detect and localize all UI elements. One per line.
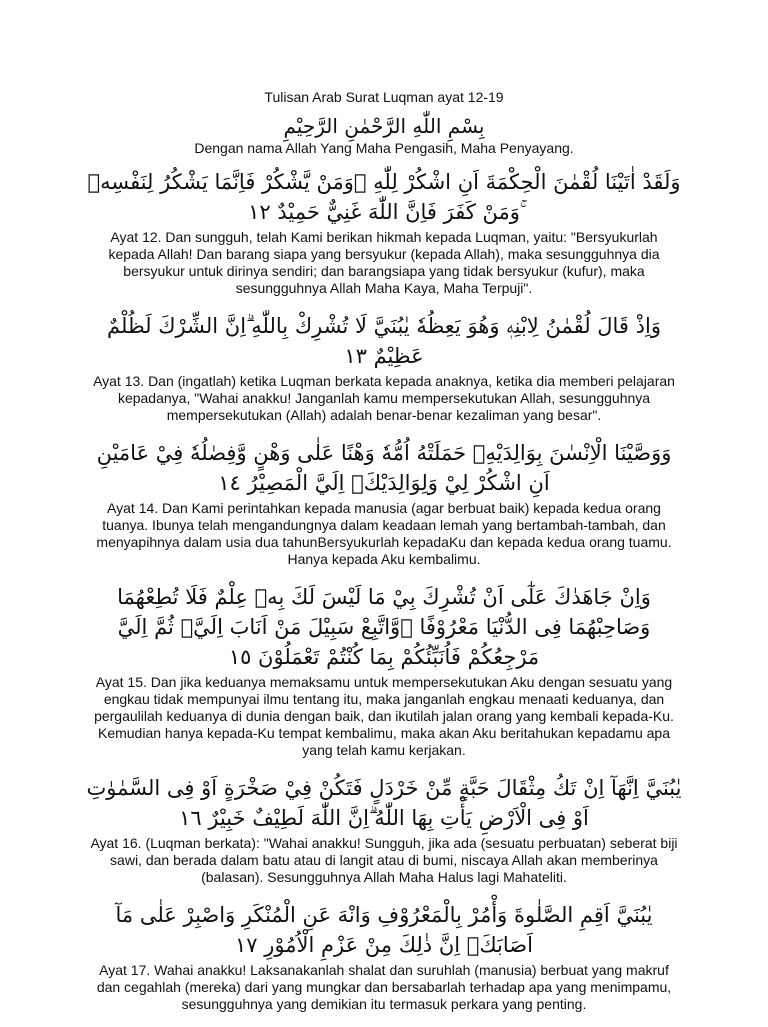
verse-12-arabic: وَلَقَدْ اٰتَيْنَا لُقْمٰنَ الْحِكْمَةَ اَنِ اشْكُرْ لِلّٰهِ ۗوَمَنْ يَّشْكُرْ فَاِنَّمَا يَشْكُرُ لِنَفْسِهٖ ۚوَمَنْ كَفَرَ فَاِنَّ اللّٰهَ غَنِيٌّ حَمِيْدٌ ١٢ bbox=[87, 170, 681, 224]
basmala-arabic: بِسْمِ اللّٰهِ الرَّحْمٰنِ الرَّحِيْمِ bbox=[283, 114, 485, 138]
verse-12-translation: Ayat 12. Dan sungguh, telah Kami berikan hikmah kepada Luqman, yaitu: "Bersyukurlah kepada Allah! Dan barang siapa yang bersyukur (kepada Allah), maka sesungguhnya dia bersyukur untuk dirinya sendiri; dan barangsiapa yang tidak bersyukur (kufur), maka sesungguhnya Allah Maha Kaya, Maha Terpuji". bbox=[108, 229, 660, 296]
verse-15-arabic: وَاِنْ جَاهَدٰكَ عَلٰٓى اَنْ تُشْرِكَ بِيْ مَا لَيْسَ لَكَ بِهٖ عِلْمٌ فَلَا تُطِعْهُمَا وَصَاحِبْهُمَا فِى الدُّنْيَا مَعْرُوْفًا ۖوَّاتَّبِعْ سَبِيْلَ مَنْ اَنَابَ اِلَيَّۚ ثُمَّ اِلَيَّ مَرْجِعُكُمْ فَاُنَبِّئُكُمْ بِمَا كُنْتُمْ تَعْمَلُوْنَ ١٥ bbox=[117, 585, 651, 669]
verse-16-arabic: يٰبُنَيَّ اِنَّهَآ اِنْ تَكُ مِثْقَالَ حَبَّةٍ مِّنْ خَرْدَلٍ فَتَكُنْ فِيْ صَخْرَةٍ اَوْ فِى السَّمٰوٰتِ اَوْ فِى الْاَرْضِ يَأْتِ بِهَا اللّٰهُ ۗاِنَّ اللّٰهَ لَطِيْفٌ خَبِيْرٌ ١٦ bbox=[86, 776, 682, 830]
verse-13-arabic: وَاِذْ قَالَ لُقْمٰنُ لِابْنِهٖ وَهُوَ يَعِظُهٗ يٰبُنَيَّ لَا تُشْرِكْ بِاللّٰهِ ۗاِنَّ الشِّرْكَ لَظُلْمٌ عَظِيْمٌ ١٣ bbox=[107, 314, 661, 368]
verse-16-translation: Ayat 16. (Luqman berkata): "Wahai anakku! Sungguh, jika ada (sesuatu perbuatan) seberat biji sawi, dan berada dalam batu atau di langit atau di bumi, niscaya Allah akan memberinya (balasan). Sesungguhnya Allah Maha Halus lagi Mahateliti. bbox=[90, 835, 678, 885]
verse-17-translation: Ayat 17. Wahai anakku! Laksanakanlah shalat dan suruhlah (manusia) berbuat yang makruf dan cegahlah (mereka) dari yang mungkar dan bersabarlah terhadap apa yang menimpamu, sesungguhnya yang demikian itu termasuk perkara yang penting. bbox=[96, 962, 672, 1012]
verse-14-arabic: وَوَصَّيْنَا الْاِنْسٰنَ بِوَالِدَيْهِۚ حَمَلَتْهُ اُمُّهٗ وَهْنًا عَلٰى وَهْنٍ وَّفِصٰلُهٗ فِيْ عَامَيْنِ اَنِ اشْكُرْ لِيْ وَلِوَالِدَيْكَۗ اِلَيَّ الْمَصِيْرُ ١٤ bbox=[96, 441, 672, 495]
basmala-translation: Dengan nama Allah Yang Maha Pengasih, Maha Penyayang. bbox=[194, 140, 574, 156]
verse-17-arabic: يٰبُنَيَّ اَقِمِ الصَّلٰوةَ وَأْمُرْ بِالْمَعْرُوْفِ وَانْهَ عَنِ الْمُنْكَرِ وَاصْبِرْ عَلٰى مَآ اَصَابَكَۗ اِنَّ ذٰلِكَ مِنْ عَزْمِ الْاُمُوْرِ ١٧ bbox=[115, 903, 653, 957]
verse-13-translation: Ayat 13. Dan (ingatlah) ketika Luqman berkata kepada anaknya, ketika dia memberi pelajaran kepadanya, "Wahai anakku! Janganlah kamu mempersekutukan Allah, sesungguhnya mempersekutukan (Allah) adalah benar-benar kezaliman yang besar". bbox=[93, 373, 675, 423]
document-title: Tulisan Arab Surat Luqman ayat 12-19 bbox=[264, 89, 504, 105]
verse-15-translation: Ayat 15. Dan jika keduanya memaksamu untuk mempersekutukan Aku dengan sesuatu yang engkau tidak mempunyai ilmu tentang itu, maka janganlah engkau menaati keduanya, dan pergaulilah keduanya di dunia dengan baik, dan ikutilah jalan orang yang kembali kepada-Ku. Kemudian hanya kepada-Ku tempat kembalimu, maka akan Aku beritahukan kepadamu apa yang telah kamu kerjakan. bbox=[94, 674, 674, 758]
verse-14-translation: Ayat 14. Dan Kami perintahkan kepada manusia (agar berbuat baik) kepada kedua orang tuanya. Ibunya telah mengandungnya dalam keadaan lemah yang bertambah-tambah, dan menyapihnya dalam usia dua tahunBersyukurlah kepadaKu dan kepada kedua orang tuamu. Hanya kepada Aku kembalimu. bbox=[96, 500, 672, 567]
document-page bbox=[86, 80, 682, 1027]
